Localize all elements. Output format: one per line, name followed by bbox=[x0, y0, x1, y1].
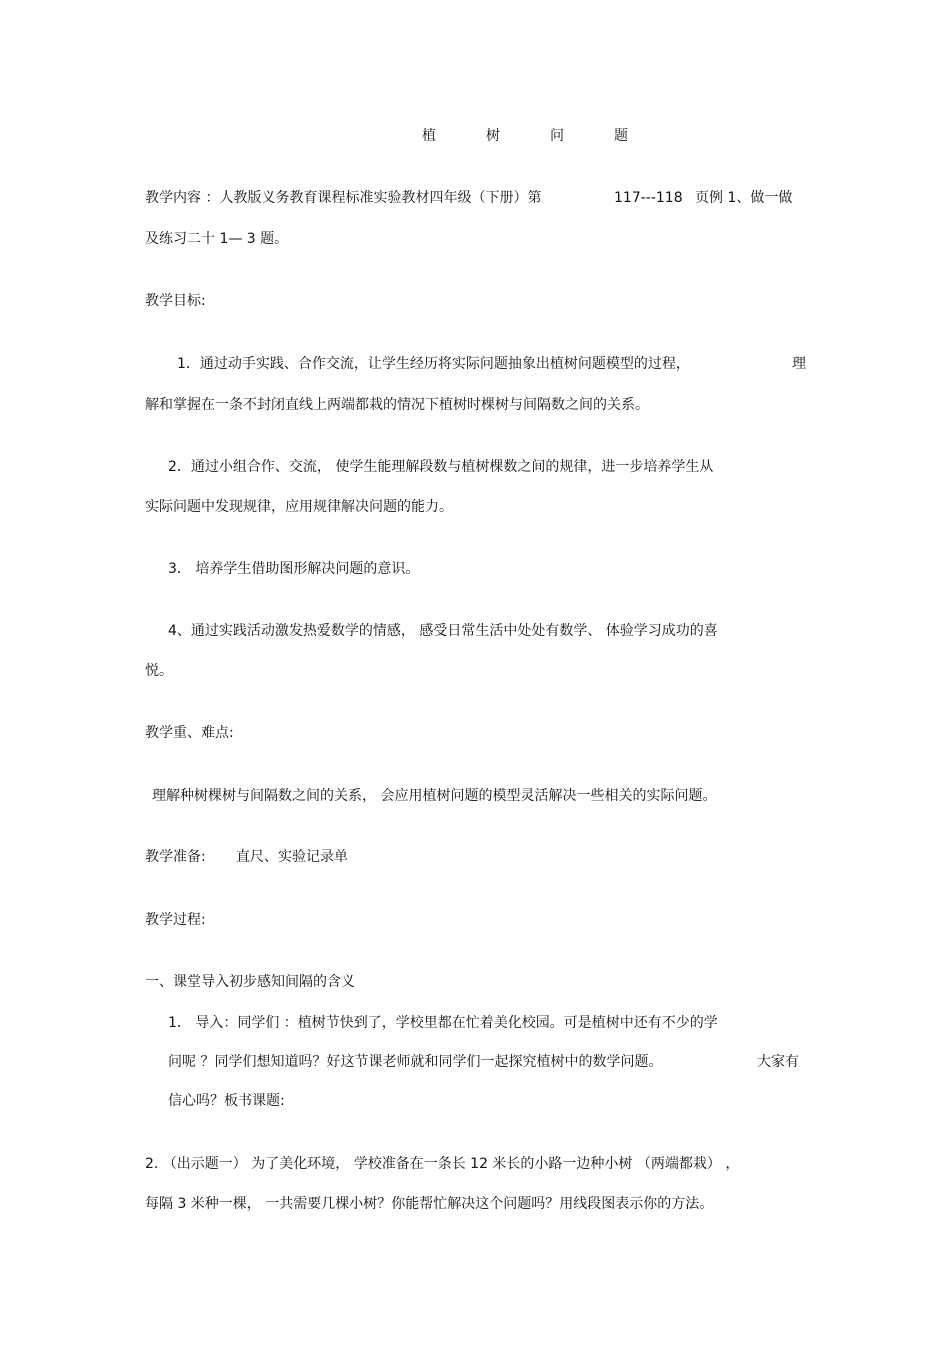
teaching-content-line-1c: 页例 1、做一做 bbox=[695, 190, 793, 206]
goal-1-line-1: 1．通过动手实践、合作交流，让学生经历将实际问题抽象出植树问题模型的过程， bbox=[177, 356, 690, 372]
intro-line-2: 问呢 ？同学们想知道吗？好这节课老师就和同学们一起探究植树中的数学问题。 bbox=[168, 1054, 663, 1070]
process-heading: 教学过程: bbox=[145, 912, 206, 928]
problem-line-1: 2. （出示题一） 为了美化环境， 学校准备在一条长 12 米长的小路一边种小树 （两端都栽） ， bbox=[145, 1156, 740, 1172]
section-1-heading: 一、课堂导入初步感知间隔的含义 bbox=[145, 974, 355, 990]
goal-1-line-2: 解和掌握在一条不封闭直线上两端都栽的情况下植树时棵树与间隔数之间的关系。 bbox=[145, 397, 649, 413]
page-title: 植 树 问 题 bbox=[422, 128, 646, 144]
goal-3: 3． 培养学生借助图形解决问题的意识。 bbox=[168, 561, 420, 577]
key-points-heading: 教学重、难点: bbox=[145, 725, 234, 741]
preparation-text: 直尺、实验记录单 bbox=[236, 849, 348, 865]
key-points-text: 理解种树棵树与间隔数之间的关系， 会应用植树问题的模型灵活解决一些相关的实际问题。 bbox=[152, 788, 717, 804]
preparation-label: 教学准备: bbox=[145, 849, 206, 865]
teaching-content-line-1a: 教学内容 ：人教版义务教育课程标准实验教材四年级（下册）第 bbox=[145, 190, 542, 206]
intro-line-3: 信心吗？板书课题: bbox=[168, 1093, 285, 1109]
goals-heading: 教学目标: bbox=[145, 293, 206, 309]
goal-4-line-1: 4、通过实践活动激发热爱数学的情感， 感受日常生活中处处有数学、 体验学习成功的喜 bbox=[168, 623, 718, 639]
goal-2-line-2: 实际问题中发现规律，应用规律解决问题的能力。 bbox=[145, 499, 453, 515]
goal-1-line-1-tail: 理 bbox=[792, 356, 806, 372]
goal-4-line-2: 悦。 bbox=[145, 663, 173, 679]
intro-line-2-tail: 大家有 bbox=[757, 1054, 799, 1070]
goal-2-line-1: 2．通过小组合作、交流， 使学生能理解段数与植树棵数之间的规律，进一步培养学生从 bbox=[168, 459, 714, 475]
teaching-content-line-1b: 117---118 bbox=[614, 190, 683, 206]
teaching-content-line-2: 及练习二十 1— 3 题。 bbox=[145, 231, 289, 247]
problem-line-2: 每隔 3 米种一棵， 一共需要几棵小树？你能帮忙解决这个问题吗？用线段图表示你的方法。 bbox=[145, 1196, 714, 1212]
intro-line-1: 1． 导入：同学们 ：植树节快到了，学校里都在忙着美化校园。可是植树中还有不少的学 bbox=[168, 1015, 718, 1031]
